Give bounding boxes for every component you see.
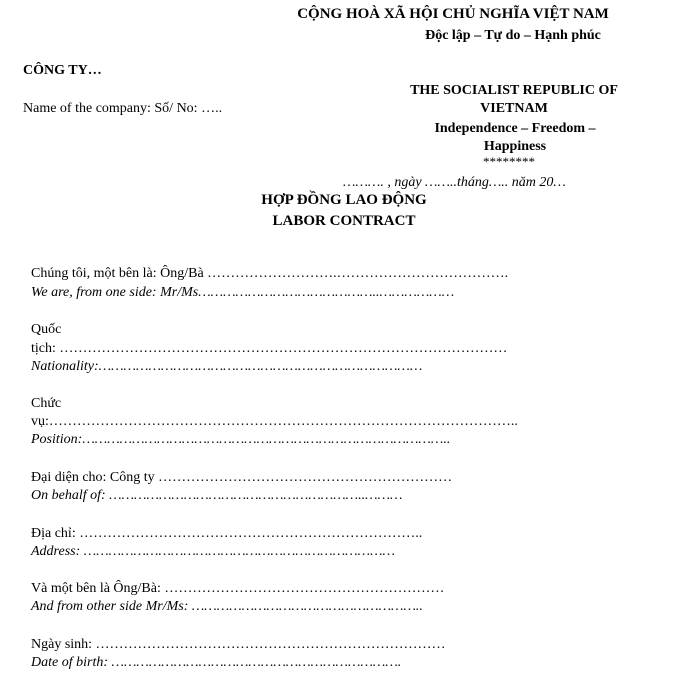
address-field-en: Address: ………………………………………………………………… <box>31 544 395 559</box>
separator-stars: ******** <box>483 154 535 169</box>
country-name-vn: CỘNG HOÀ XÃ HỘI CHỦ NGHĨA VIỆT NAM <box>297 6 609 22</box>
nationality-label-vn: Quốc <box>31 322 62 337</box>
nationality-field-vn: tịch: …………………………………………………………………………………… <box>31 341 508 356</box>
behalf-field-vn: Đại diện cho: Công ty ……………………………………………………… <box>31 470 453 485</box>
party-b-field-en: And from other side Mr/Ms: ……………………………………………….. <box>31 599 423 614</box>
party-a-field-vn: Chúng tôi, một bên là: Ông/Bà ……………………….………………………………. <box>31 266 509 281</box>
position-field-vn: vụ:……………………………………………………………………………………….. <box>31 414 518 429</box>
position-label-vn: Chức <box>31 396 62 411</box>
nationality-field-en: Nationality:…………………………………………………………………… <box>31 359 423 374</box>
company-name-en: Name of the company: Số/ No: ….. <box>23 101 223 116</box>
dob-field-vn: Ngày sinh: ………………………………………………………………… <box>31 637 446 652</box>
contract-title-en: LABOR CONTRACT <box>272 213 416 229</box>
date-line: ………. , ngày ……..tháng….. năm 20… <box>343 175 566 190</box>
dob-field-en: Date of birth: ……………………………………………………………. <box>31 655 402 670</box>
position-field-en: Position:…………………………………………………………………………….. <box>31 432 451 447</box>
motto-vn: Độc lập – Tự do – Hạnh phúc <box>425 28 601 43</box>
motto-en: Independence – Freedom – Happiness <box>434 121 596 154</box>
company-name-vn: CÔNG TY… <box>23 63 102 78</box>
country-name-en: THE SOCIALIST REPUBLIC OF VIETNAM <box>410 83 618 116</box>
behalf-field-en: On behalf of: ……………………………………………………..……… <box>31 488 403 503</box>
address-field-vn: Địa chỉ: ……………………………………………………………….. <box>31 526 423 541</box>
party-a-field-en: We are, from one side: Mr/Ms……………………………………..……………… <box>31 285 455 300</box>
contract-title-vn: HỢP ĐỒNG LAO ĐỘNG <box>261 192 427 208</box>
party-b-field-vn: Và một bên là Ông/Bà: …………………………………………………… <box>31 581 445 596</box>
